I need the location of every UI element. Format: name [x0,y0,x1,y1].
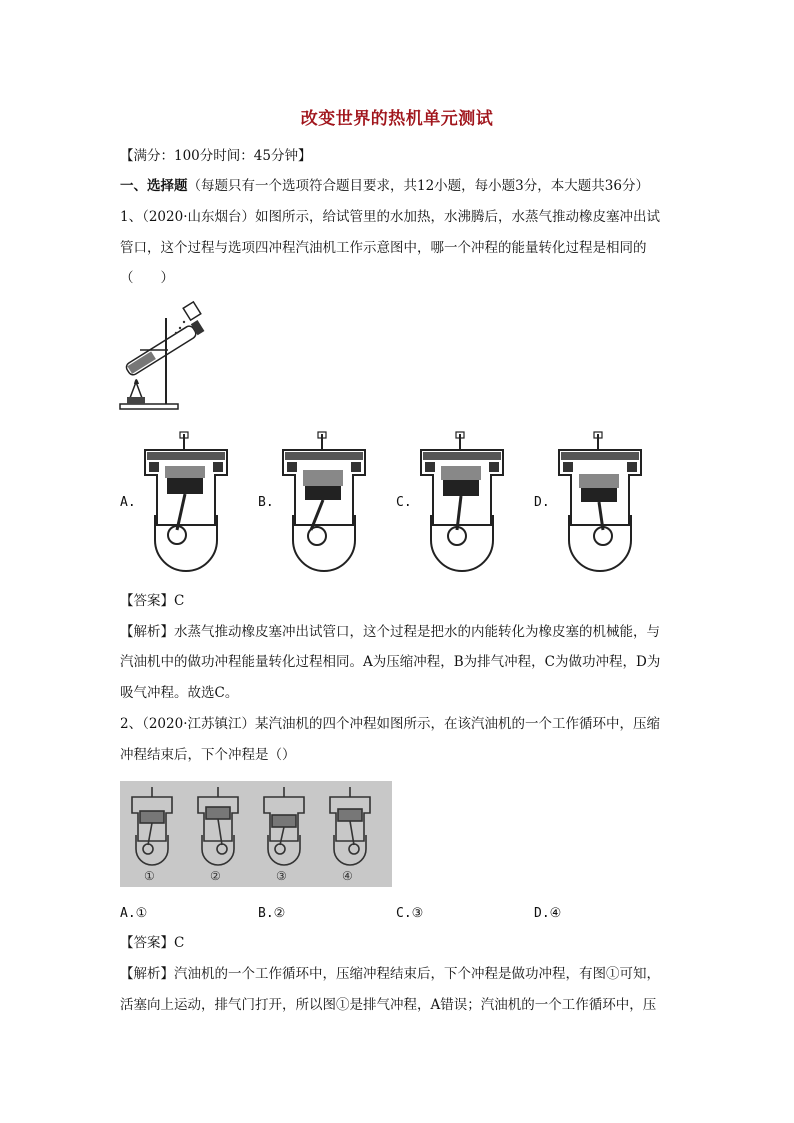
q2-answer: 【答案】C [120,935,185,951]
photo-label-4: ④ [342,869,353,883]
section-heading: 一、选择题 [120,178,188,194]
section-heading-line [120,180,649,194]
engine-diagram-b [275,430,375,580]
q1-option-a-label: A. [120,495,136,510]
q2-option-b: B.② [258,906,286,921]
engine-diagram-a [137,430,237,580]
q1-line-3: （ ） [120,270,174,286]
q1-analysis-line-3: 吸气冲程。故选C。 [120,685,239,701]
q1-analysis-line-1: 【解析】水蒸气推动橡皮塞冲出试管口，这个过程是把水的内能转化为橡皮塞的机械能，与 [120,624,660,640]
q2-option-a: A.① [120,906,148,921]
q2-analysis-line-1: 【解析】汽油机的一个工作循环中，压缩冲程结束后，下个冲程是做功冲程，有图①可知， [120,966,660,982]
q1-answer: 【答案】C [120,593,185,609]
photo-label-2: ② [210,869,221,883]
photo-label-1: ① [144,869,155,883]
photo-label-3: ③ [276,869,287,883]
q1-option-c-label: C. [396,495,412,510]
q2-line-1: 2、（2020·江苏镇江）某汽油机的四个冲程如图所示，在该汽油机的一个工作循环中，压缩 [120,716,660,732]
q1-option-d-label: D. [534,495,550,510]
q2-option-c: C.③ [396,906,424,921]
engine-diagram-d [551,430,651,580]
q1-line-2: 管口，这个过程与选项四冲程汽油机工作示意图中，哪一个冲程的能量转化过程是相同的 [120,240,647,256]
test-tube-figure [118,298,213,413]
q1-analysis-line-2: 汽油机中的做功冲程能量转化过程相同。A为压缩冲程，B为排气冲程，C为做功冲程，D为 [120,654,661,670]
page-title: 改变世界的热机单元测试 [300,109,494,129]
engine-diagram-c [413,430,513,580]
q1-option-b-label: B. [258,495,274,510]
section-note: （每题只有一个选项符合题目要求，共12小题，每小题3分，本大题共36分） [187,178,649,194]
exam-meta: 【满分：100分时间：45分钟】 [120,148,312,164]
q2-option-d: D.④ [534,906,562,921]
q2-analysis-line-2: 活塞向上运动，排气门打开，所以图①是排气冲程，A错误；汽油机的一个工作循环中，压 [120,997,657,1013]
q1-line-1: 1、（2020·山东烟台）如图所示，给试管里的水加热，水沸腾后，水蒸气推动橡皮塞冲出试 [120,209,660,225]
q2-line-2: 冲程结束后，下个冲程是（） [120,747,296,763]
q2-engine-photo [120,781,392,887]
